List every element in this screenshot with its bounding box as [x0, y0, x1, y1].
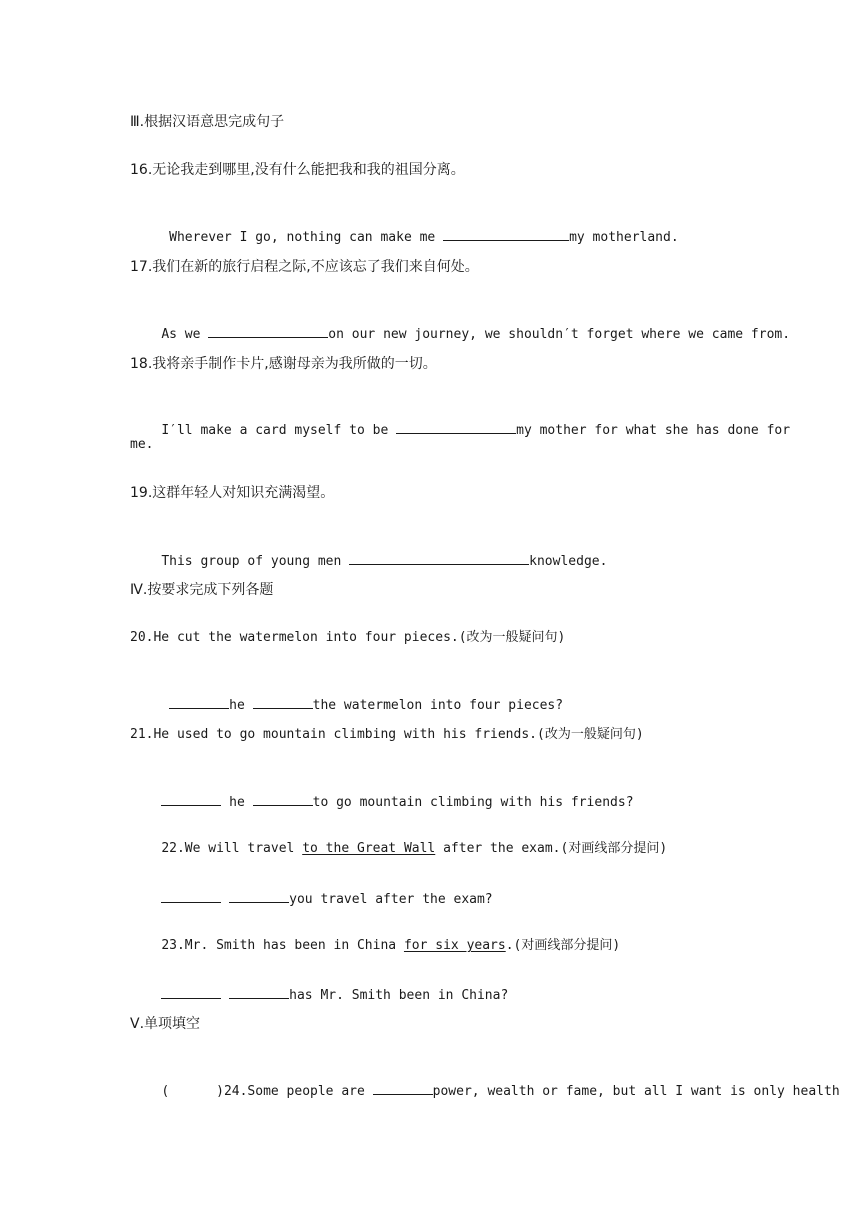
question-16-text-before: Wherever I go, nothing can make me: [161, 230, 444, 245]
question-18-text-before: I′ll make a card myself to be: [161, 423, 397, 438]
question-17-chinese: 17.我们在新的旅行启程之际,不应该忘了我们来自何处。: [130, 259, 479, 275]
question-23-underlined-phrase: for six years: [403, 938, 506, 953]
question-19-text-before: This group of young men: [161, 554, 350, 569]
question-21-prompt: 21.He used to go mountain climbing with his friends.(改为一般疑问句): [130, 727, 644, 742]
question-20-text-middle: he: [229, 698, 253, 713]
question-20-lead-space: [161, 698, 169, 713]
question-23-text-after-blanks: has Mr. Smith been in China?: [289, 988, 509, 1003]
question-24-text-before: 24.Some people are: [223, 1084, 373, 1099]
question-23-prompt: [130, 919, 620, 973]
question-20-blank-2[interactable]: [253, 695, 313, 709]
question-22-prompt: [130, 822, 667, 876]
question-21-text-middle: he: [221, 795, 253, 810]
question-16-chinese: 16.无论我走到哪里,没有什么能把我和我的祖国分离。: [130, 162, 465, 178]
question-24-blank[interactable]: [373, 1081, 433, 1095]
question-17-english: [130, 306, 790, 362]
question-23-text-before: 23.Mr. Smith has been in China: [161, 938, 404, 953]
question-24-answer-parentheses[interactable]: ( ): [161, 1084, 224, 1099]
question-20-answer: [130, 677, 563, 733]
question-18-chinese: 18.我将亲手制作卡片,感谢母亲为我所做的一切。: [130, 356, 437, 372]
question-22-blank-1[interactable]: [161, 889, 221, 903]
section-3-heading: Ⅲ.根据汉语意思完成句子: [130, 114, 285, 130]
question-20-prompt: 20.He cut the watermelon into four pieces.(改为一般疑问句): [130, 630, 566, 645]
question-22-blank-2[interactable]: [229, 889, 289, 903]
question-18-english: [130, 402, 790, 458]
question-23-blank-2[interactable]: [229, 985, 289, 999]
question-18-blank[interactable]: [396, 420, 516, 434]
question-22-underlined-phrase: to the Great Wall: [302, 841, 436, 856]
question-22-text-before: 22.We will travel: [161, 841, 303, 856]
section-4-heading: Ⅳ.按要求完成下列各题: [130, 582, 274, 598]
question-19-blank[interactable]: [349, 551, 529, 565]
question-20-text-after: the watermelon into four pieces?: [312, 698, 564, 713]
question-16-text-after: my motherland.: [569, 230, 679, 245]
question-21-blank-1[interactable]: [161, 792, 221, 806]
question-18-continuation: me.: [130, 437, 154, 452]
question-17-text-before: As we: [161, 327, 209, 342]
question-19-chinese: 19.这群年轻人对知识充满渴望。: [130, 485, 335, 501]
question-23-blank-1[interactable]: [161, 985, 221, 999]
question-16-english: [130, 209, 679, 265]
question-17-blank[interactable]: [208, 324, 328, 338]
question-22-text-after-blanks: you travel after the exam?: [289, 892, 493, 907]
question-24-text-after: power, wealth or fame, but all I want is only health: [432, 1084, 840, 1099]
question-19-text-after: knowledge.: [529, 554, 608, 569]
question-22-text-after: after the exam.(对画线部分提问): [435, 841, 668, 856]
question-21-blank-2[interactable]: [253, 792, 313, 806]
question-16-blank[interactable]: [443, 227, 569, 241]
question-23-text-after: .(对画线部分提问): [505, 938, 621, 953]
question-17-text-after: on our new journey, we shouldn′t forget where we came from.: [328, 327, 791, 342]
question-24: [130, 1063, 840, 1119]
question-21-text-after: to go mountain climbing with his friends?: [312, 795, 634, 810]
question-18-text-after: my mother for what she has done for: [516, 423, 791, 438]
question-20-blank-1[interactable]: [169, 695, 229, 709]
section-5-heading: Ⅴ.单项填空: [130, 1016, 201, 1032]
